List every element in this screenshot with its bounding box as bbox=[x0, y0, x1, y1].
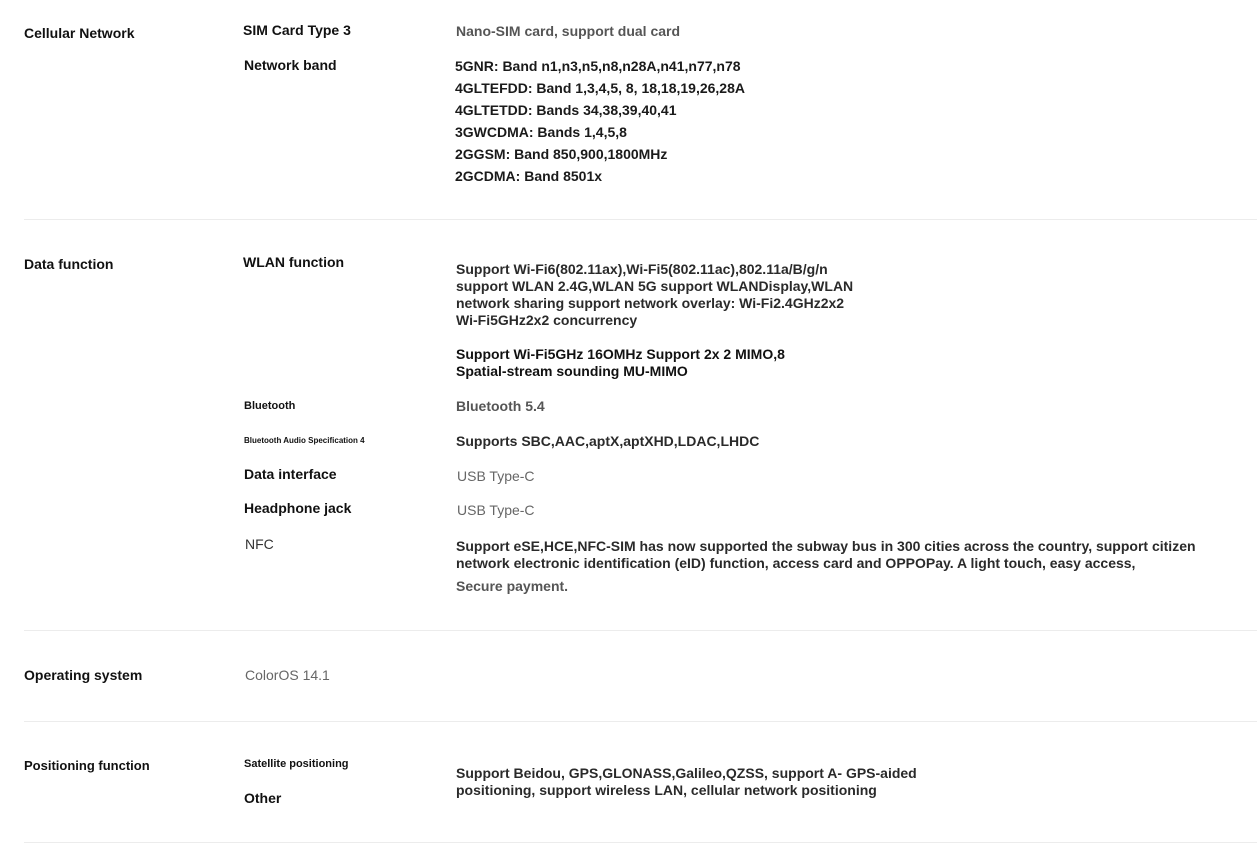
positioning-line: positioning, support wireless LAN, cellular network positioning bbox=[456, 782, 877, 798]
section-title-os: Operating system bbox=[24, 667, 143, 683]
wlan-line: Spatial-stream sounding MU-MIMO bbox=[456, 363, 688, 379]
data-interface-value: USB Type-C bbox=[457, 468, 535, 484]
divider bbox=[24, 842, 1257, 843]
bt-audio-label: Bluetooth Audio Specification 4 bbox=[244, 436, 365, 445]
wlan-line: Support Wi-Fi6(802.11ax),Wi-Fi5(802.11ac),802.11a/B/g/n bbox=[456, 261, 828, 277]
network-band-list bbox=[455, 55, 745, 187]
wlan-label: WLAN function bbox=[243, 254, 345, 270]
sim-card-label: SIM Card Type 3 bbox=[243, 22, 351, 38]
headphone-value: USB Type-C bbox=[457, 502, 535, 518]
section-title-data-function: Data function bbox=[24, 256, 114, 272]
wlan-value-2 bbox=[456, 346, 785, 380]
band-2g-cdma: 2GCDMA: Band 8501x bbox=[455, 168, 603, 184]
other-label: Other bbox=[244, 790, 282, 806]
os-value: ColorOS 14.1 bbox=[245, 667, 330, 683]
nfc-tail: Secure payment. bbox=[456, 578, 569, 594]
nfc-value bbox=[456, 538, 1196, 572]
wlan-line: network sharing support network overlay: Wi-Fi2.4GHz2x2 bbox=[456, 295, 845, 311]
wlan-line: Wi-Fi5GHz2x2 concurrency bbox=[456, 312, 638, 328]
band-4g-fdd: 4GLTEFDD: Band 1,3,4,5, 8, 18,18,19,26,28A bbox=[455, 80, 745, 96]
section-title-positioning: Positioning function bbox=[24, 758, 150, 773]
nfc-line: Support eSE,HCE,NFC-SIM has now supported the subway bus in 300 cities across the country, support citizen bbox=[456, 538, 1196, 554]
bt-audio-value: Supports SBC,AAC,aptX,aptXHD,LDAC,LHDC bbox=[456, 433, 760, 449]
band-2g-gsm: 2GGSM: Band 850,900,1800MHz bbox=[455, 146, 668, 162]
bluetooth-label: Bluetooth bbox=[244, 400, 296, 412]
divider bbox=[24, 219, 1257, 220]
wlan-line: support WLAN 2.4G,WLAN 5G support WLANDisplay,WLAN bbox=[456, 278, 854, 294]
section-title-cellular: Cellular Network bbox=[24, 25, 135, 41]
satellite-label: Satellite positioning bbox=[244, 758, 349, 770]
bluetooth-value: Bluetooth 5.4 bbox=[456, 398, 545, 414]
sim-card-value: Nano-SIM card, support dual card bbox=[456, 23, 681, 39]
wlan-line: Support Wi-Fi5GHz 16OMHz Support 2x 2 MIMO,8 bbox=[456, 346, 785, 362]
nfc-label: NFC bbox=[245, 536, 274, 552]
divider bbox=[24, 721, 1257, 722]
positioning-value bbox=[456, 765, 917, 799]
data-interface-label: Data interface bbox=[244, 466, 337, 482]
nfc-line: network electronic identification (eID) function, access card and OPPOPay. A light touch, easy access, bbox=[456, 555, 1136, 571]
band-3g: 3GWCDMA: Bands 1,4,5,8 bbox=[455, 124, 627, 140]
band-4g-tdd: 4GLTETDD: Bands 34,38,39,40,41 bbox=[455, 102, 677, 118]
wlan-value-1 bbox=[456, 261, 853, 329]
band-5g: 5GNR: Band n1,n3,n5,n8,n28A,n41,n77,n78 bbox=[455, 58, 741, 74]
network-band-label: Network band bbox=[244, 57, 337, 73]
divider bbox=[24, 630, 1257, 631]
headphone-label: Headphone jack bbox=[244, 500, 352, 516]
positioning-line: Support Beidou, GPS,GLONASS,Galileo,QZSS, support A- GPS-aided bbox=[456, 765, 917, 781]
